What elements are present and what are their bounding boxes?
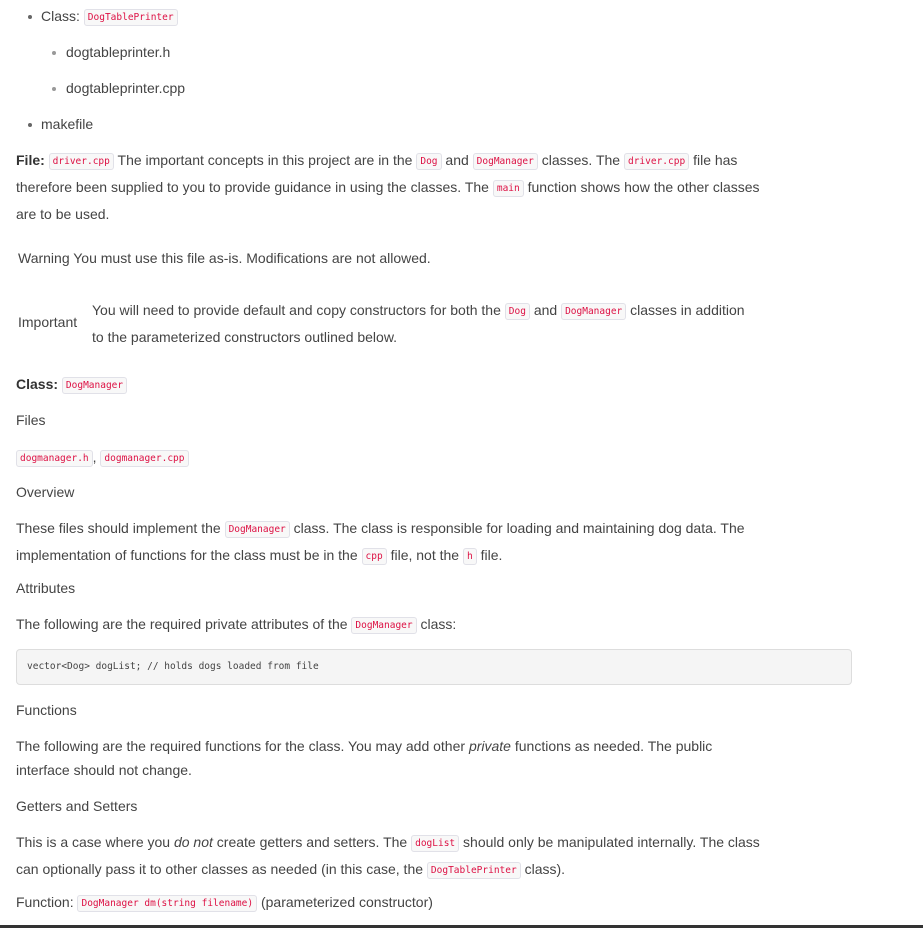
driver-paragraph: File: driver.cpp The important concepts in this project are in the Dog and DogManager classes. The driver.cpp file has therefore been supplied to you to provide guidance in using the classes. The main function shows how the other classes are to be used. xyxy=(16,152,760,222)
class-code: DogTablePrinter xyxy=(84,9,178,26)
files-heading: Files xyxy=(16,412,46,428)
code-block-text: vector<Dog> dogList; // holds dogs loaded from file xyxy=(27,661,319,672)
getters-heading: Getters and Setters xyxy=(16,798,138,814)
class-list-item: Class: DogTablePrinter xyxy=(41,8,178,24)
getters-paragraph: This is a case where you do not create getters and setters. The dogList should only be manipulated internally. The class can optionally pass it to other classes as needed (in this case, the DogTablePrinter class). xyxy=(16,834,760,877)
attributes-text: The following are the required private attributes of the DogManager class: xyxy=(16,616,457,632)
files-list: dogmanager.h , dogmanager.cpp xyxy=(16,449,189,465)
function-signature: Function: DogManager dm(string filename) (parameterized constructor) xyxy=(16,894,433,910)
important-note: You will need to provide default and copy constructors for both the Dog and DogManager classes in addition to the parameterized constructors outlined below. xyxy=(92,302,745,345)
file-list-item: dogtableprinter.h xyxy=(66,44,171,60)
important-label: Important xyxy=(18,314,78,330)
makefile-list-item: makefile xyxy=(41,116,94,132)
functions-heading: Functions xyxy=(16,702,77,718)
overview-paragraph: These files should implement the DogManager class. The class is responsible for loading and maintaining dog data. The implementation of functions for the class must be in the cpp file, not the h file. xyxy=(16,520,745,563)
bullet-icon xyxy=(52,51,56,55)
code-block xyxy=(16,649,852,685)
class-heading: Class: DogManager xyxy=(16,376,127,392)
functions-paragraph: The following are the required functions for the class. You may add other private functions as needed. The public interface should not change. xyxy=(16,738,713,778)
bullet-icon xyxy=(28,123,32,127)
file-label: File: xyxy=(16,152,45,168)
file-list-item: dogtableprinter.cpp xyxy=(66,80,186,96)
attributes-heading: Attributes xyxy=(16,580,76,596)
bullet-icon xyxy=(52,87,56,91)
overview-heading: Overview xyxy=(16,484,75,500)
bullet-icon xyxy=(28,15,32,19)
warning-note: Warning You must use this file as-is. Modifications are not allowed. xyxy=(18,250,431,266)
